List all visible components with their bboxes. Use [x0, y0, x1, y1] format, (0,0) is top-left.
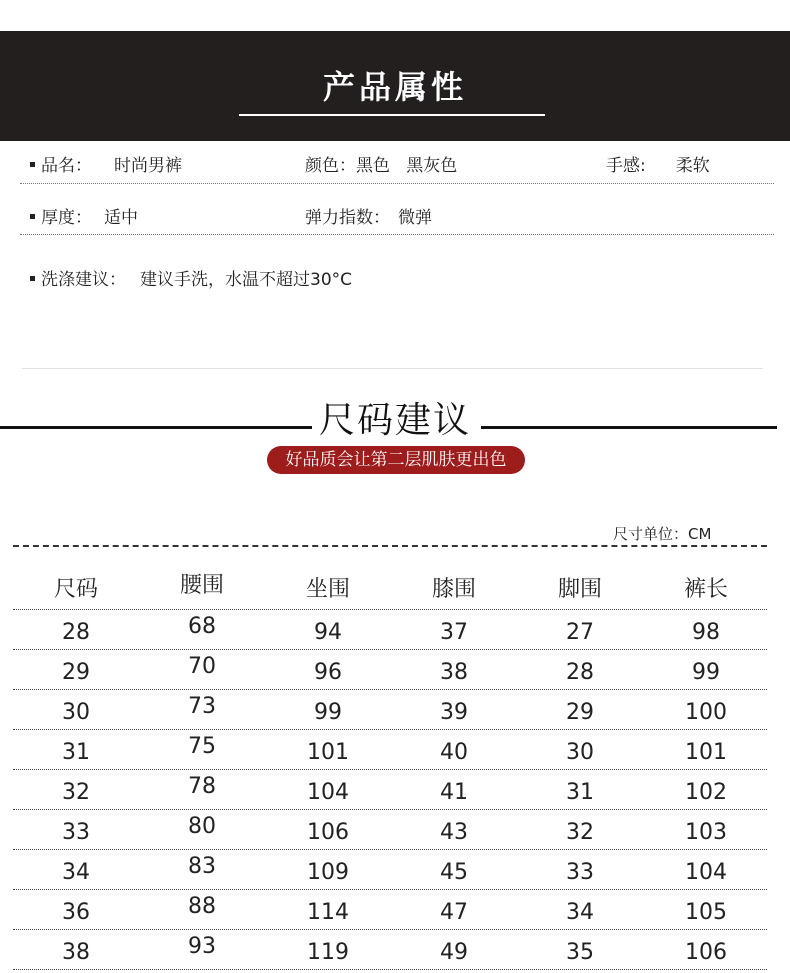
size-table [13, 560, 767, 970]
attr-feel [606, 151, 710, 176]
cell-waist: 73 [188, 694, 216, 719]
cell-hip: 106 [307, 820, 349, 845]
cell-leg-opening: 31 [566, 780, 594, 805]
attr-feel-label: 手感: [606, 156, 646, 176]
attr-color-value: 黑色 黑灰色 [356, 156, 458, 176]
size-section-title: 尺码建议 [318, 400, 471, 441]
cell-size: 32 [62, 780, 90, 805]
cell-waist: 75 [188, 734, 216, 759]
table-row [13, 810, 767, 850]
header-waist: 腰围 [179, 573, 224, 598]
cell-size: 34 [62, 860, 90, 885]
attr-washing-value: 建议手洗，水温不超过30°C [140, 270, 353, 290]
cell-hip: 109 [307, 860, 349, 885]
cell-length: 104 [685, 860, 727, 885]
cell-leg-opening: 33 [566, 860, 594, 885]
cell-knee: 47 [440, 900, 468, 925]
table-header [13, 560, 767, 610]
attr-elasticity-value: 微弹 [398, 208, 432, 228]
cell-waist: 93 [188, 934, 216, 959]
cell-leg-opening: 28 [566, 660, 594, 685]
dashed-divider [13, 545, 767, 547]
header-knee: 膝围 [431, 577, 476, 602]
attr-color-label: 颜色： [305, 156, 356, 176]
attr-name-label: 品名： [41, 156, 92, 176]
attr-color [305, 151, 457, 176]
cell-waist: 78 [188, 774, 216, 799]
table-row [13, 730, 767, 770]
cell-leg-opening: 34 [566, 900, 594, 925]
cell-knee: 41 [440, 780, 468, 805]
cell-size: 29 [62, 660, 90, 685]
attr-elasticity-label: 弹力指数： [305, 208, 390, 228]
cell-length: 100 [685, 700, 727, 725]
cell-leg-opening: 30 [566, 740, 594, 765]
attr-name [30, 151, 182, 176]
divider [20, 234, 774, 235]
cell-knee: 49 [440, 940, 468, 965]
attr-name-value: 时尚男裤 [114, 156, 182, 176]
cell-length: 103 [685, 820, 727, 845]
cell-hip: 94 [314, 620, 342, 645]
table-row [13, 610, 767, 650]
cell-length: 98 [692, 620, 720, 645]
cell-knee: 40 [440, 740, 468, 765]
bullet-icon [30, 276, 35, 281]
cell-hip: 119 [307, 940, 349, 965]
cell-leg-opening: 32 [566, 820, 594, 845]
unit-label: 尺寸单位：CM [613, 525, 712, 543]
attr-thickness-value: 适中 [104, 208, 138, 228]
cell-waist: 88 [188, 894, 216, 919]
cell-knee: 37 [440, 620, 468, 645]
attr-feel-value: 柔软 [675, 156, 710, 176]
cell-length: 102 [685, 780, 727, 805]
cell-waist: 68 [188, 614, 216, 639]
header-leg-opening: 脚围 [557, 577, 602, 602]
cell-hip: 99 [314, 700, 342, 725]
tagline-badge: 好品质会让第二层肌肤更出色 [267, 446, 525, 474]
table-row [13, 930, 767, 970]
cell-leg-opening: 27 [566, 620, 594, 645]
page-title: 产品属性 [322, 68, 467, 106]
header-hip: 坐围 [305, 577, 350, 602]
cell-waist: 80 [188, 814, 216, 839]
cell-size: 33 [62, 820, 90, 845]
table-row [13, 850, 767, 890]
cell-hip: 101 [307, 740, 349, 765]
table-row [13, 690, 767, 730]
cell-length: 99 [692, 660, 720, 685]
attr-washing-label: 洗涤建议： [41, 270, 126, 290]
header-size: 尺码 [53, 577, 98, 602]
cell-size: 28 [62, 620, 90, 645]
cell-size: 38 [62, 940, 90, 965]
divider [20, 183, 774, 184]
cell-knee: 43 [440, 820, 468, 845]
attr-thickness-label: 厚度： [41, 208, 92, 228]
cell-size: 36 [62, 900, 90, 925]
bullet-icon [30, 214, 35, 219]
cell-waist: 83 [188, 854, 216, 879]
cell-size: 31 [62, 740, 90, 765]
title-underline [239, 114, 545, 116]
table-row [13, 650, 767, 690]
cell-size: 30 [62, 700, 90, 725]
cell-hip: 114 [307, 900, 349, 925]
table-row [13, 890, 767, 930]
cell-hip: 96 [314, 660, 342, 685]
attr-washing [30, 265, 352, 290]
cell-leg-opening: 29 [566, 700, 594, 725]
divider [22, 368, 763, 369]
cell-length: 101 [685, 740, 727, 765]
header-length: 裤长 [683, 577, 728, 602]
cell-length: 105 [685, 900, 727, 925]
cell-length: 106 [685, 940, 727, 965]
cell-hip: 104 [307, 780, 349, 805]
table-row [13, 770, 767, 810]
cell-leg-opening: 35 [566, 940, 594, 965]
bullet-icon [30, 162, 35, 167]
attr-elasticity [305, 203, 432, 228]
cell-waist: 70 [188, 654, 216, 679]
cell-knee: 45 [440, 860, 468, 885]
attr-thickness [30, 203, 138, 228]
cell-knee: 38 [440, 660, 468, 685]
cell-knee: 39 [440, 700, 468, 725]
